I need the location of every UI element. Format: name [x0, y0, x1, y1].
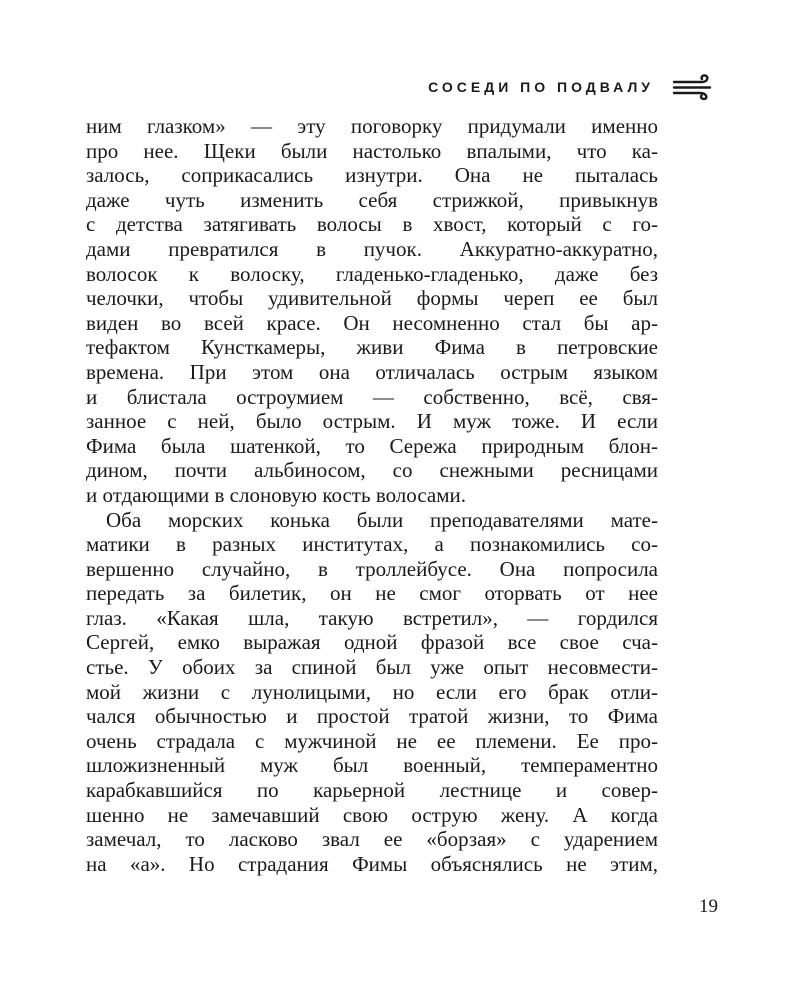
text-line: стье. У обоих за спиной был уже опыт несовмести-	[86, 655, 658, 680]
text-line: времена. При этом она отличалась острым языком	[86, 359, 658, 384]
running-head	[428, 74, 714, 100]
text-line: и отдающими в слоновую кость волосами.	[86, 482, 466, 507]
page-number: 19	[699, 896, 718, 917]
text-line: замечал, то ласково звал ее «борзая» с ударением	[86, 827, 658, 852]
text-line: виден во всей красе. Он несомненно стал бы ар-	[86, 310, 658, 335]
text-line: на «а». Но страдания Фимы объяснялись не этим,	[86, 851, 658, 876]
text-line: мой жизни с лунолицыми, но если его брак отли-	[86, 679, 658, 704]
text-line: глаз. «Какая шла, такую встретил», — гордился	[86, 605, 658, 630]
wind-icon	[672, 74, 714, 100]
text-line: Фима была шатенкой, то Сережа природным блон-	[86, 433, 658, 458]
text-line: шенно не замечавший свою острую жену. А когда	[86, 802, 658, 827]
body-text	[86, 114, 658, 876]
text-line: карабкавшийся по карьерной лестнице и совер-	[86, 778, 658, 803]
text-line: дином, почти альбиносом, со снежными ресницами	[86, 458, 658, 483]
running-head-title: СОСЕДИ ПО ПОДВАЛУ	[428, 79, 654, 95]
text-line: даже чуть изменить себя стрижкой, привыкнув	[86, 187, 658, 212]
text-line: дами превратился в пучок. Аккуратно-аккуратно,	[86, 236, 658, 261]
text-line: про нее. Щеки были настолько впалыми, что ка-	[86, 138, 658, 163]
text-line: ним глазком» — эту поговорку придумали именно	[86, 114, 658, 138]
text-line: челочки, чтобы удивительной формы череп ее был	[86, 286, 658, 311]
text-line: занное с ней, было острым. И муж тоже. И если	[86, 409, 658, 434]
text-line: передать за билетик, он не смог оторвать от нее	[86, 581, 658, 606]
text-line: Оба морских конька были преподавателями мате-	[106, 507, 658, 532]
text-line: чался обычностью и простой тратой жизни, то Фима	[86, 704, 658, 729]
text-line: матики в разных институтах, а познакомились со-	[86, 532, 658, 557]
text-line: залось, соприкасались изнутри. Она не пыталась	[86, 163, 658, 188]
text-line: очень страдала с мужчиной не ее племени. Ее про-	[86, 728, 658, 753]
text-line: Сергей, емко выражая одной фразой все свое сча-	[86, 630, 658, 655]
text-line: тефактом Кунсткамеры, живи Фима в петровские	[86, 335, 658, 360]
paragraph-1	[86, 114, 658, 508]
text-line: волосок к волоску, гладенько-гладенько, даже без	[86, 261, 658, 286]
text-line: вершенно случайно, в троллейбусе. Она попросила	[86, 556, 658, 581]
paragraph-2	[86, 508, 658, 877]
text-line: с детства затягивать волосы в хвост, который с го-	[86, 212, 658, 237]
text-line: шложизненный муж был военный, темпераментно	[86, 753, 658, 778]
text-line: и блистала остроумием — собственно, всё, свя-	[86, 384, 658, 409]
